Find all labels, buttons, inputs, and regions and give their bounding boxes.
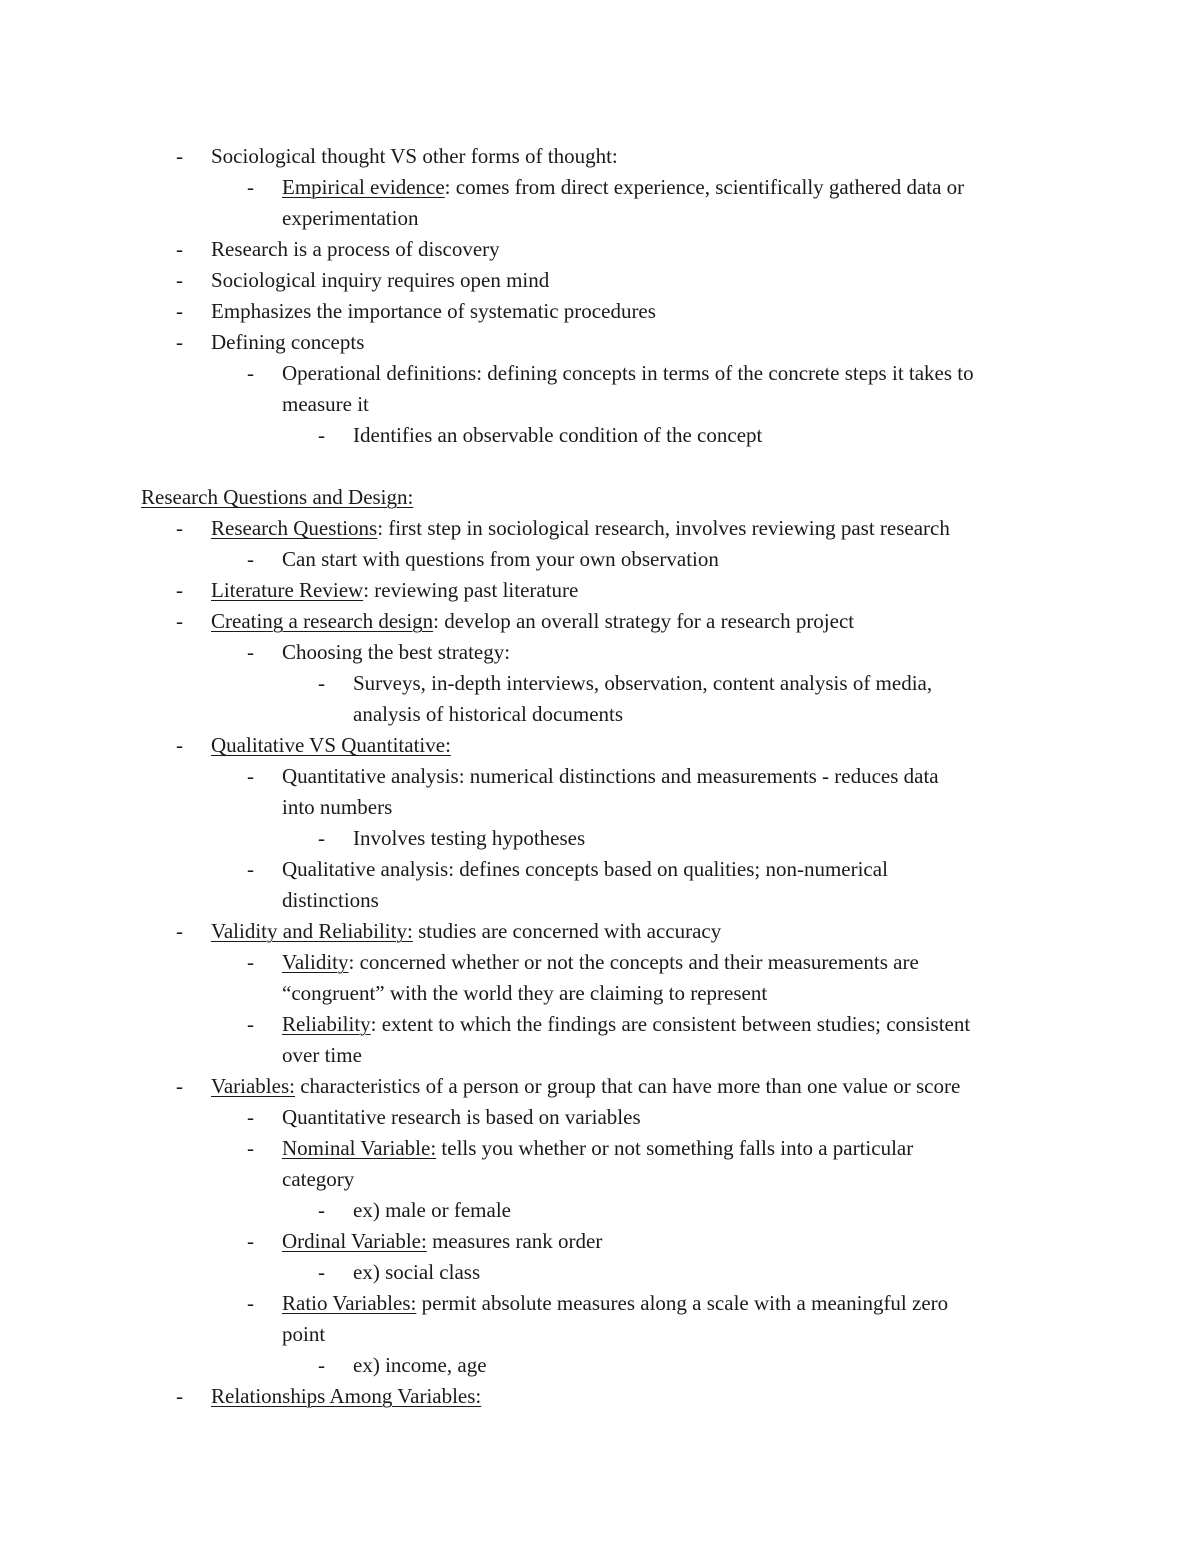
bullet-dash: - [176,268,183,292]
underlined-term: Reliability [282,1012,371,1036]
underlined-term: Creating a research design [211,609,434,633]
underlined-term: Empirical evidence [282,175,445,199]
outline-item [282,761,939,792]
bullet-dash: - [247,950,254,974]
outline-item [211,234,500,265]
item-text: Choosing the best strategy: [282,640,511,664]
outline-item [211,513,950,544]
item-text: over time [282,1043,362,1067]
outline-item [282,885,379,916]
bullet-dash: - [318,671,325,695]
bullet-dash: - [176,609,183,633]
bullet-dash: - [318,1198,325,1222]
outline-item [282,1288,948,1319]
outline-item [282,389,369,420]
outline-item [353,668,932,699]
bullet-dash: - [247,857,254,881]
outline-item [211,265,549,296]
outline-item [211,606,854,637]
bullet-dash: - [318,1353,325,1377]
item-text: Quantitative research is based on variables [282,1105,641,1129]
item-text: : reviewing past literature [363,578,579,602]
item-text: Defining concepts [211,330,365,354]
outline-item [211,730,451,761]
bullet-dash: - [318,826,325,850]
outline-item [282,947,919,978]
outline-item [282,792,392,823]
bullet-dash: - [247,175,254,199]
bullet-dash: - [318,423,325,447]
item-text: Can start with questions from your own observation [282,547,719,571]
outline-item [211,575,578,606]
item-text: : concerned whether or not the concepts and their measurements are [348,950,919,974]
outline-item [282,854,888,885]
item-text: ex) income, age [353,1353,487,1377]
outline-item [282,1319,325,1350]
bullet-dash: - [176,144,183,168]
item-text: Sociological inquiry requires open mind [211,268,550,292]
item-text: ex) social class [353,1260,481,1284]
item-text: Involves testing hypotheses [353,826,586,850]
outline-item [282,1102,641,1133]
item-text: studies are concerned with accuracy [412,919,722,943]
underlined-term: Variables: [211,1074,295,1098]
outline-item [282,978,767,1009]
bullet-dash: - [176,733,183,757]
underlined-term: Validity [282,950,349,974]
outline-item [211,1071,960,1102]
item-text: experimentation [282,206,419,230]
item-text: Surveys, in-depth interviews, observation, content analysis of media, [353,671,933,695]
outline-item [353,1350,487,1381]
bullet-dash: - [247,547,254,571]
outline-item [211,1381,481,1412]
bullet-dash: - [318,1260,325,1284]
item-text: Sociological thought VS other forms of thought: [211,144,618,168]
bullet-dash: - [247,361,254,385]
underlined-term: Nominal Variable: [282,1136,437,1160]
item-text: measures rank order [426,1229,603,1253]
outline-item [282,1226,602,1257]
item-text: permit absolute measures along a scale with a meaningful zero [416,1291,949,1315]
bullet-dash: - [176,299,183,323]
underlined-term: Validity and Reliability: [211,919,413,943]
item-text: tells you whether or not something falls into a particular [436,1136,914,1160]
underlined-term: Ratio Variables: [282,1291,417,1315]
outline-item [353,1195,511,1226]
item-text: Identifies an observable condition of the concept [353,423,763,447]
bullet-dash: - [176,516,183,540]
underlined-term: Ordinal Variable: [282,1229,427,1253]
item-text: distinctions [282,888,379,912]
outline-item [282,203,418,234]
outline-item [282,1133,913,1164]
underlined-term: Research Questions and Design: [141,485,414,509]
outline-item [282,1040,362,1071]
outline-item [282,1164,354,1195]
outline-item [211,141,618,172]
item-text: ex) male or female [353,1198,511,1222]
bullet-dash: - [176,578,183,602]
item-text: into numbers [282,795,393,819]
item-text: Research is a process of discovery [211,237,500,261]
item-text: : first step in sociological research, involves reviewing past research [377,516,950,540]
item-text: : comes from direct experience, scientifically gathered data or [444,175,965,199]
bullet-dash: - [247,1229,254,1253]
bullet-dash: - [176,330,183,354]
bullet-dash: - [247,1012,254,1036]
underlined-term: Qualitative VS Quantitative: [211,733,451,757]
outline-item [211,296,656,327]
outline-item [282,358,974,389]
item-text: category [282,1167,355,1191]
item-text: Quantitative analysis: numerical distinctions and measurements - reduces data [282,764,939,788]
item-text: analysis of historical documents [353,702,624,726]
bullet-dash: - [247,1291,254,1315]
item-text: “congruent” with the world they are claiming to represent [282,981,768,1005]
outline-item [353,699,623,730]
bullet-dash: - [176,237,183,261]
underlined-term: Research Questions [211,516,378,540]
item-text: : extent to which the findings are consistent between studies; consistent [370,1012,971,1036]
bullet-dash: - [176,1074,183,1098]
section-heading [141,482,413,513]
item-text: point [282,1322,326,1346]
bullet-dash: - [247,1105,254,1129]
outline-item [353,420,762,451]
item-text: characteristics of a person or group that can have more than one value or score [294,1074,961,1098]
outline-item [282,637,510,668]
bullet-dash: - [176,1384,183,1408]
item-text: Emphasizes the importance of systematic procedures [211,299,656,323]
outline-item [282,544,719,575]
outline-item [211,327,364,358]
item-text: Operational definitions: defining concepts in terms of the concrete steps it takes to [282,361,974,385]
bullet-dash: - [247,640,254,664]
outline-item [282,1009,970,1040]
item-text: measure it [282,392,369,416]
bullet-dash: - [247,764,254,788]
underlined-term: Literature Review [211,578,364,602]
item-text: Qualitative analysis: defines concepts based on qualities; non-numerical [282,857,888,881]
outline-item [353,823,585,854]
underlined-term: Relationships Among Variables: [211,1384,482,1408]
outline-item [282,172,964,203]
outline-item [353,1257,480,1288]
bullet-dash: - [176,919,183,943]
bullet-dash: - [247,1136,254,1160]
item-text: : develop an overall strategy for a research project [433,609,855,633]
outline-item [211,916,721,947]
